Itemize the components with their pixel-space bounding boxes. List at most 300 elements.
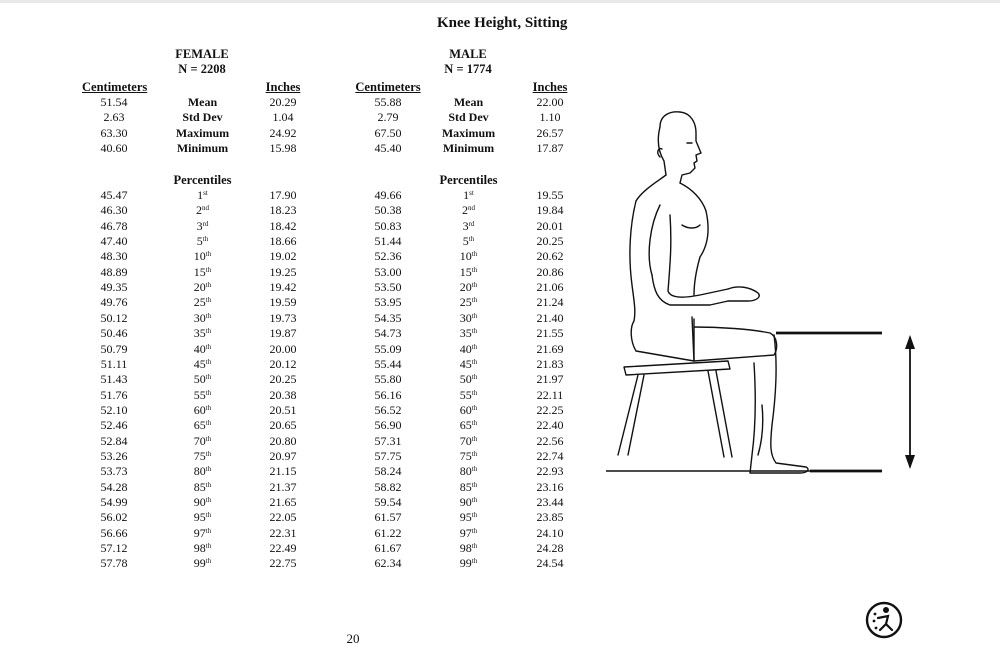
percentile-number: 1 <box>463 188 470 202</box>
female-percentile-cm: 50.12 <box>100 310 128 325</box>
percentile-number: 25 <box>193 295 206 310</box>
percentile-number: 85 <box>193 479 206 494</box>
male-percentile-cm: 55.44 <box>374 356 402 371</box>
female-percentile-cm: 49.76 <box>100 295 128 310</box>
page-number: 20 <box>346 631 360 646</box>
female-percentile-in: 18.42 <box>269 218 297 233</box>
percentile-number: 85 <box>459 479 472 494</box>
back-shoulder <box>636 175 666 201</box>
thigh-outline <box>694 327 777 361</box>
percentile-number: 10 <box>459 249 472 264</box>
percentile-suffix: th <box>205 419 212 428</box>
male-percentile-cm: 53.00 <box>374 264 402 279</box>
percentile-number: 5 <box>196 234 203 249</box>
percentile-suffix: th <box>471 373 478 382</box>
arrowhead-bottom <box>905 455 915 469</box>
percentile-number: 90 <box>193 495 206 509</box>
percentile-number: 25 <box>459 295 472 310</box>
male-percentile-label <box>426 372 511 386</box>
publisher-logo-icon <box>864 600 904 640</box>
female-percentile-cm: 56.02 <box>100 510 128 525</box>
male-percentile-label <box>426 526 511 540</box>
male-percentile-label <box>426 541 511 555</box>
percentile-number: 75 <box>193 448 206 463</box>
male-stat-label: Maximum <box>441 125 496 140</box>
female-percentile-cm: 46.78 <box>100 218 128 233</box>
percentile-suffix: th <box>205 403 212 412</box>
logo-dot-2 <box>873 620 876 623</box>
male-percentile-cm: 56.90 <box>374 418 402 433</box>
female-percentile-label <box>160 495 245 509</box>
female-percentile-label <box>160 418 245 432</box>
female-percentile-label <box>160 510 245 524</box>
male-percentile-in: 24.54 <box>536 556 564 571</box>
female-cm-header: Centimeters <box>82 80 148 94</box>
male-percentile-label <box>426 203 511 217</box>
percentile-number: 3 <box>196 218 203 233</box>
male-percentile-label <box>426 480 511 494</box>
arrowhead-top <box>905 335 915 349</box>
percentile-number: 99 <box>193 556 206 571</box>
percentile-suffix: st <box>203 189 208 197</box>
female-percentile-cm: 52.46 <box>100 418 128 433</box>
female-percentile-in: 22.75 <box>269 556 297 571</box>
male-stat-in: 1.10 <box>539 110 561 125</box>
female-percentile-cm: 45.47 <box>100 188 128 202</box>
percentile-suffix: rd <box>468 219 475 228</box>
percentile-suffix: th <box>471 542 478 551</box>
female-group-header <box>162 47 242 77</box>
female-label: FEMALE <box>175 47 229 61</box>
male-percentile-in: 22.11 <box>536 387 564 402</box>
male-percentile-in: 20.01 <box>536 218 564 233</box>
female-percentile-label <box>160 480 245 494</box>
male-percentile-cm: 53.95 <box>374 295 402 310</box>
female-percentile-in: 20.38 <box>269 387 297 402</box>
female-percentile-in: 19.02 <box>269 249 297 264</box>
page-title: Knee Height, Sitting <box>437 15 568 31</box>
male-percentile-label <box>426 464 511 478</box>
female-percentile-label <box>160 234 245 248</box>
male-percentile-cm: 59.54 <box>374 495 402 509</box>
female-percentile-cm: 52.84 <box>100 433 128 448</box>
male-percentile-label <box>426 556 511 570</box>
percentile-suffix: th <box>205 296 212 305</box>
male-percentile-label <box>426 342 511 356</box>
male-percentile-in: 23.16 <box>536 479 564 494</box>
percentile-suffix: th <box>471 480 478 489</box>
male-percentile-in: 22.40 <box>536 418 564 433</box>
female-percentile-in: 20.12 <box>269 356 297 371</box>
male-percentile-label <box>426 495 511 509</box>
percentile-number: 60 <box>193 402 206 417</box>
percentile-suffix: nd <box>202 204 209 213</box>
percentile-number: 65 <box>193 418 206 433</box>
male-percentile-label <box>426 434 511 448</box>
female-percentiles-title: Percentiles <box>173 173 232 187</box>
percentile-suffix: th <box>205 496 212 504</box>
female-percentile-in: 22.31 <box>269 525 297 540</box>
female-percentile-cm: 52.10 <box>100 402 128 417</box>
percentile-suffix: st <box>469 189 474 197</box>
female-percentile-cm: 48.89 <box>100 264 128 279</box>
female-percentile-in: 20.25 <box>269 372 297 387</box>
male-percentile-label <box>426 265 511 279</box>
female-percentile-cm: 56.66 <box>100 525 128 540</box>
head-back-outline <box>658 127 666 175</box>
percentile-number: 80 <box>193 464 206 479</box>
percentile-number: 15 <box>459 264 472 279</box>
percentile-suffix: th <box>471 526 478 535</box>
percentile-number: 97 <box>459 525 472 540</box>
percentile-suffix: th <box>202 235 209 244</box>
female-percentile-in: 18.66 <box>269 234 297 249</box>
male-percentile-in: 23.85 <box>536 510 564 525</box>
female-percentile-cm: 51.11 <box>100 356 128 371</box>
percentile-number: 2 <box>196 203 202 218</box>
female-percentile-cm: 51.76 <box>100 387 128 402</box>
female-percentile-label <box>160 219 245 233</box>
percentile-suffix: th <box>205 511 212 520</box>
percentile-number: 5 <box>462 234 469 249</box>
female-percentile-label <box>160 280 245 294</box>
female-percentile-label <box>160 311 245 325</box>
female-stat-cm: 40.60 <box>100 141 128 156</box>
male-percentile-cm: 52.36 <box>374 249 402 264</box>
male-label: MALE <box>449 47 487 61</box>
female-percentile-label <box>160 541 245 555</box>
male-percentile-label <box>426 403 511 417</box>
female-percentile-label <box>160 434 245 448</box>
percentile-suffix: th <box>471 388 478 397</box>
male-percentile-label <box>426 326 511 340</box>
male-percentile-label <box>426 188 511 202</box>
percentile-number: 30 <box>193 310 206 325</box>
front-shoulder <box>680 183 706 211</box>
female-percentile-label <box>160 449 245 463</box>
male-percentile-label <box>426 234 511 248</box>
male-percentile-in: 24.10 <box>536 525 564 540</box>
male-percentile-cm: 51.44 <box>374 234 402 249</box>
percentile-number: 20 <box>459 280 472 295</box>
male-percentile-label <box>426 280 511 294</box>
percentile-number: 90 <box>459 495 472 509</box>
seated-figure-drawing <box>618 112 808 473</box>
percentile-suffix: th <box>205 542 212 551</box>
percentile-suffix: th <box>205 342 212 351</box>
female-percentile-in: 22.49 <box>269 541 297 556</box>
male-percentile-cm: 56.16 <box>374 387 402 402</box>
percentile-number: 45 <box>459 356 472 371</box>
percentile-suffix: th <box>471 281 478 290</box>
female-stat-label: Mean <box>187 95 218 109</box>
percentile-number: 50 <box>459 372 472 387</box>
percentile-number: 70 <box>193 433 206 448</box>
male-percentile-in: 19.55 <box>536 188 564 202</box>
arm-back-outline <box>649 205 660 275</box>
percentile-suffix: th <box>205 557 212 566</box>
percentile-number: 75 <box>459 448 472 463</box>
female-stat-cm: 2.63 <box>103 110 125 125</box>
female-percentile-cm: 50.79 <box>100 341 128 356</box>
female-percentile-in: 18.23 <box>269 203 297 218</box>
female-percentile-label <box>160 464 245 478</box>
female-percentile-label <box>160 342 245 356</box>
male-percentile-in: 20.86 <box>536 264 564 279</box>
male-percentile-cm: 56.52 <box>374 402 402 417</box>
percentile-number: 40 <box>459 341 472 356</box>
percentile-suffix: th <box>205 311 212 320</box>
male-stat-cm: 45.40 <box>374 141 402 156</box>
male-stat-cm: 2.79 <box>377 110 399 125</box>
male-percentile-in: 20.62 <box>536 249 564 264</box>
female-stat-in: 15.98 <box>269 141 297 156</box>
percentile-number: 45 <box>193 356 206 371</box>
female-percentile-cm: 49.35 <box>100 280 128 295</box>
female-percentile-cm: 54.28 <box>100 479 128 494</box>
logo-head-dot <box>883 607 889 613</box>
male-percentile-cm: 57.31 <box>374 433 402 448</box>
percentile-number: 10 <box>193 249 206 264</box>
male-percentile-in: 21.06 <box>536 280 564 295</box>
male-percentile-in: 20.25 <box>536 234 564 249</box>
percentile-suffix: th <box>471 449 478 458</box>
percentile-number: 50 <box>193 372 206 387</box>
male-group-header <box>428 47 508 77</box>
percentile-number: 2 <box>462 203 468 218</box>
percentile-suffix: th <box>471 327 478 336</box>
percentile-suffix: th <box>205 281 212 290</box>
male-stat-in: 26.57 <box>536 125 564 140</box>
male-percentile-label <box>426 449 511 463</box>
percentile-suffix: th <box>205 250 212 259</box>
male-percentile-in: 21.24 <box>536 295 564 310</box>
percentile-number: 99 <box>459 556 472 571</box>
female-percentile-in: 20.80 <box>269 433 297 448</box>
percentile-suffix: th <box>471 357 478 366</box>
male-percentile-in: 22.93 <box>536 464 564 479</box>
male-stat-in: 22.00 <box>536 95 564 109</box>
female-percentile-in: 19.59 <box>269 295 297 310</box>
percentile-number: 35 <box>193 326 206 341</box>
male-percentile-cm: 49.66 <box>374 188 402 202</box>
female-percentile-cm: 57.12 <box>100 541 128 556</box>
female-percentile-label <box>160 372 245 386</box>
percentile-suffix: th <box>471 419 478 428</box>
female-percentile-in: 21.15 <box>269 464 297 479</box>
percentile-suffix: th <box>471 296 478 305</box>
seated-person-knee-height-illustration <box>600 105 920 485</box>
male-percentile-cm: 61.22 <box>374 525 402 540</box>
logo-figure <box>878 616 892 630</box>
male-percentile-label <box>426 357 511 371</box>
female-stat-in: 24.92 <box>269 125 297 140</box>
female-percentile-cm: 50.46 <box>100 326 128 341</box>
female-percentile-cm: 48.30 <box>100 249 128 264</box>
logo-dot-1 <box>874 613 877 616</box>
percentile-suffix: th <box>468 235 475 244</box>
male-percentile-cm: 58.24 <box>374 464 402 479</box>
female-percentile-label <box>160 249 245 263</box>
female-percentile-cm: 47.40 <box>100 234 128 249</box>
percentile-suffix: th <box>205 327 212 336</box>
female-percentile-label <box>160 203 245 217</box>
female-stat-label: Minimum <box>176 141 229 156</box>
male-percentile-in: 21.69 <box>536 341 564 356</box>
female-percentile-in: 20.97 <box>269 448 297 463</box>
hand-outline <box>728 287 759 301</box>
female-stat-in: 1.04 <box>272 110 294 125</box>
female-percentile-label <box>160 526 245 540</box>
male-stat-label: Mean <box>453 95 484 109</box>
male-sample-size: N = 1774 <box>444 62 492 76</box>
female-percentile-in: 19.42 <box>269 280 297 295</box>
male-percentile-cm: 55.09 <box>374 341 402 356</box>
female-stat-label: Std Dev <box>182 110 223 125</box>
chest-outline <box>694 211 708 295</box>
female-percentile-label <box>160 357 245 371</box>
male-percentile-in: 21.40 <box>536 310 564 325</box>
percentile-suffix: th <box>205 465 212 474</box>
male-percentile-cm: 50.83 <box>374 218 402 233</box>
male-percentile-in: 21.55 <box>536 326 564 341</box>
female-percentile-in: 21.37 <box>269 479 297 494</box>
percentile-number: 35 <box>459 326 472 341</box>
female-percentile-cm: 51.43 <box>100 372 128 387</box>
male-percentile-label <box>426 311 511 325</box>
male-stat-cm: 67.50 <box>374 125 402 140</box>
male-percentile-label <box>426 295 511 309</box>
back-outline <box>630 201 636 321</box>
percentile-number: 95 <box>193 510 206 525</box>
female-stat-in: 20.29 <box>269 95 297 109</box>
percentile-suffix: th <box>471 465 478 474</box>
percentile-suffix: th <box>471 403 478 412</box>
female-percentile-in: 20.65 <box>269 418 297 433</box>
male-stat-cm: 55.88 <box>374 95 402 109</box>
male-percentile-in: 22.25 <box>536 402 564 417</box>
female-percentile-label <box>160 403 245 417</box>
page-top-edge <box>0 0 1000 3</box>
percentile-number: 80 <box>459 464 472 479</box>
percentile-number: 95 <box>459 510 472 525</box>
female-percentile-cm: 57.78 <box>100 556 128 571</box>
male-percentile-cm: 54.73 <box>374 326 402 341</box>
percentile-number: 65 <box>459 418 472 433</box>
female-percentile-cm: 53.73 <box>100 464 128 479</box>
percentile-number: 30 <box>459 310 472 325</box>
female-stat-label: Maximum <box>175 125 230 140</box>
female-stat-cm: 63.30 <box>100 125 128 140</box>
percentile-suffix: th <box>205 357 212 366</box>
percentile-number: 1 <box>197 188 204 202</box>
female-percentile-cm: 53.26 <box>100 448 128 463</box>
percentile-number: 55 <box>193 387 206 402</box>
female-sample-size: N = 2208 <box>178 62 226 76</box>
logo-dot-3 <box>875 627 878 630</box>
male-percentile-in: 21.97 <box>536 372 564 387</box>
percentile-number: 70 <box>459 433 472 448</box>
male-percentile-cm: 57.75 <box>374 448 402 463</box>
female-percentile-label <box>160 295 245 309</box>
shorts-outline <box>631 319 694 361</box>
female-percentile-in: 19.25 <box>269 264 297 279</box>
female-percentile-label <box>160 326 245 340</box>
percentile-number: 97 <box>193 525 206 540</box>
male-percentile-label <box>426 219 511 233</box>
percentile-suffix: th <box>205 265 212 274</box>
percentile-number: 15 <box>193 264 206 279</box>
calf-line <box>758 405 763 455</box>
percentile-suffix: th <box>205 480 212 489</box>
percentile-suffix: th <box>471 557 478 566</box>
female-percentile-in: 20.00 <box>269 341 297 356</box>
male-in-header: Inches <box>532 80 568 94</box>
percentile-suffix: th <box>471 434 478 443</box>
female-percentile-label <box>160 188 245 202</box>
male-stat-label: Minimum <box>442 141 495 156</box>
percentile-number: 55 <box>459 387 472 402</box>
percentile-suffix: th <box>471 511 478 520</box>
male-percentile-cm: 61.67 <box>374 541 402 556</box>
percentile-suffix: th <box>471 311 478 320</box>
stool-leg-front <box>708 371 732 457</box>
male-percentile-in: 21.83 <box>536 356 564 371</box>
percentile-suffix: th <box>471 496 478 504</box>
percentile-suffix: th <box>471 342 478 351</box>
male-percentiles-title: Percentiles <box>439 173 498 187</box>
male-percentile-label <box>426 388 511 402</box>
percentile-number: 40 <box>193 341 206 356</box>
female-percentile-cm: 54.99 <box>100 495 128 509</box>
male-percentile-cm: 61.57 <box>374 510 402 525</box>
male-stat-in: 17.87 <box>536 141 564 156</box>
female-stat-cm: 51.54 <box>100 95 128 109</box>
female-percentile-cm: 46.30 <box>100 203 128 218</box>
female-percentile-in: 21.65 <box>269 495 297 509</box>
male-percentile-cm: 62.34 <box>374 556 402 571</box>
percentile-number: 20 <box>193 280 206 295</box>
percentile-suffix: th <box>205 388 212 397</box>
percentile-suffix: th <box>471 265 478 274</box>
male-percentile-in: 22.74 <box>536 448 564 463</box>
percentile-suffix: th <box>471 250 478 259</box>
male-cm-header: Centimeters <box>355 80 421 94</box>
male-percentile-cm: 50.38 <box>374 203 402 218</box>
forearm-outline <box>652 275 728 305</box>
percentile-suffix: th <box>205 434 212 443</box>
male-percentile-label <box>426 249 511 263</box>
percentile-number: 60 <box>459 402 472 417</box>
male-percentile-cm: 58.82 <box>374 479 402 494</box>
pectoral-line <box>682 225 700 228</box>
male-stat-label: Std Dev <box>448 110 489 125</box>
percentile-suffix: nd <box>468 204 475 213</box>
stool-seat <box>624 361 730 375</box>
stool-leg-back <box>618 375 644 455</box>
percentile-suffix: th <box>205 373 212 382</box>
female-percentile-in: 20.51 <box>269 402 297 417</box>
female-percentile-in: 22.05 <box>269 510 297 525</box>
percentile-suffix: rd <box>202 219 209 228</box>
male-percentile-in: 22.56 <box>536 433 564 448</box>
female-percentile-label <box>160 265 245 279</box>
female-percentile-label <box>160 556 245 570</box>
male-percentile-cm: 53.50 <box>374 280 402 295</box>
female-percentile-in: 19.73 <box>269 310 297 325</box>
male-percentile-cm: 55.80 <box>374 372 402 387</box>
male-percentile-in: 24.28 <box>536 541 564 556</box>
